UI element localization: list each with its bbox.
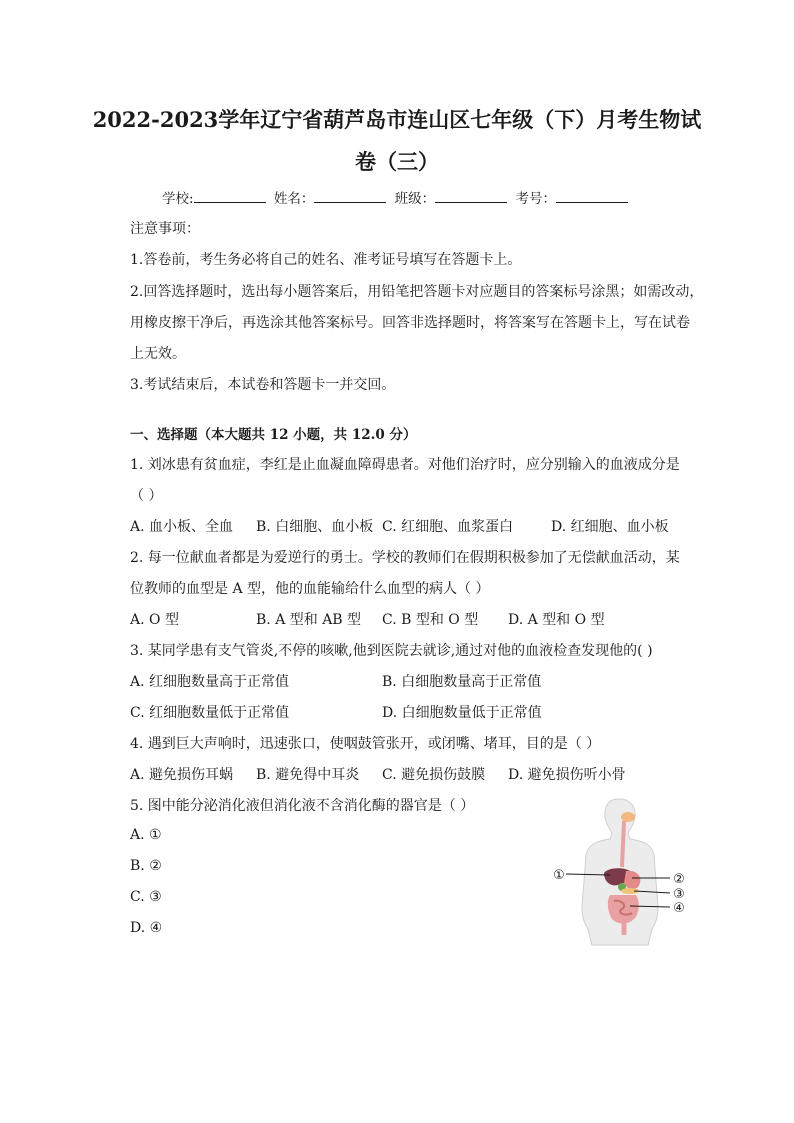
label-1: ① [553,868,565,883]
q5-stem: 5. 图中能分泌消化液但消化液不含消化酶的器官是（ ） [130,798,475,814]
notice-item: 2.回答选择题时，选出每小题答案后，用铅笔把答题卡对应题目的答案标号涂黑；如需改动， [130,284,704,300]
school-label: 学校: [162,191,194,207]
q1-stem-blank: （ ） [130,488,163,504]
notice-item: 上无效。 [130,346,186,362]
student-info-row [0,187,794,207]
q2-option-d[interactable]: D. A 型和 O 型 [508,612,605,628]
label-4: ④ [673,901,685,916]
label-3: ③ [673,887,685,902]
q4-option-b[interactable]: B. 避免得中耳炎 [256,767,360,783]
q5-option-a[interactable]: A. ① [130,827,162,843]
q2-option-b[interactable]: B. A 型和 AB 型 [256,612,362,628]
q5-option-d[interactable]: D. ④ [130,920,163,936]
notice-item: 3.考试结束后，本试卷和答题卡一并交回。 [130,377,396,393]
q4-stem: 4. 遇到巨大声响时，迅速张口，使咽鼓管张开，或闭嘴、堵耳，目的是（ ） [130,736,601,752]
label-2: ② [673,872,685,887]
q2-stem: 2. 每一位献血者都是为爱逆行的勇士。学校的教师们在假期积极参加了无偿献血活动，某 [130,550,680,566]
q2-option-c[interactable]: C. B 型和 O 型 [382,612,479,628]
class-blank[interactable] [435,188,507,203]
q4-option-c[interactable]: C. 避免损伤鼓膜 [382,767,486,783]
name-blank[interactable] [314,188,386,203]
section-heading: 一、选择题（本大题共 12 小题，共 12.0 分） [130,427,417,443]
number-label: 考号： [515,191,556,207]
q4-option-a[interactable]: A. 避免损伤耳蜗 [130,767,234,783]
q4-option-d[interactable]: D. 避免损伤听小骨 [508,767,626,783]
digestive-system-diagram [548,795,696,947]
q2-option-a[interactable]: A. O 型 [130,612,179,628]
school-blank[interactable] [194,188,266,203]
q1-option-d[interactable]: D. 红细胞、血小板 [551,519,669,535]
notice-item: 1.答卷前，考生务必将自己的姓名、准考证号填写在答题卡上。 [130,252,522,268]
q1-option-a[interactable]: A. 血小板、全血 [130,519,234,535]
q1-option-c[interactable]: C. 红细胞、血浆蛋白 [382,519,514,535]
q3-option-a[interactable]: A. 红细胞数量高于正常值 [130,674,290,690]
q5-option-b[interactable]: B. ② [130,858,162,874]
number-blank[interactable] [556,188,628,203]
q1-stem: 1. 刘冰患有贫血症，李红是止血凝血障碍患者。对他们治疗时，应分别输入的血液成分是 [130,457,680,473]
q3-stem: 3. 某同学患有支气管炎,不停的咳嗽,他到医院去就诊,通过对他的血液检查发现他的( ) [130,643,653,659]
q3-option-b[interactable]: B. 白细胞数量高于正常值 [382,674,542,690]
page-title-line2: 卷（三） [355,149,439,174]
q5-option-c[interactable]: C. ③ [130,889,162,905]
q3-option-d[interactable]: D. 白细胞数量低于正常值 [382,705,542,721]
notice-heading: 注意事项： [130,221,200,237]
q1-option-b[interactable]: B. 白细胞、血小板 [256,519,374,535]
q3-option-c[interactable]: C. 红细胞数量低于正常值 [130,705,290,721]
mouth-shape [621,812,635,822]
name-label: 姓名： [273,191,315,207]
notice-item: 用橡皮擦干净后，再选涂其他答案标号。回答非选择题时，将答案写在答题卡上，写在试卷 [130,315,690,331]
q2-stem: 位教师的血型是 A 型，他的血能输给什么血型的病人（ ） [130,581,490,597]
esophagus-shape [622,821,624,867]
page-title-line1: 2022-2023学年辽宁省葫芦岛市连山区七年级（下）月考生物试 [92,107,702,132]
class-label: 班级： [394,191,436,207]
